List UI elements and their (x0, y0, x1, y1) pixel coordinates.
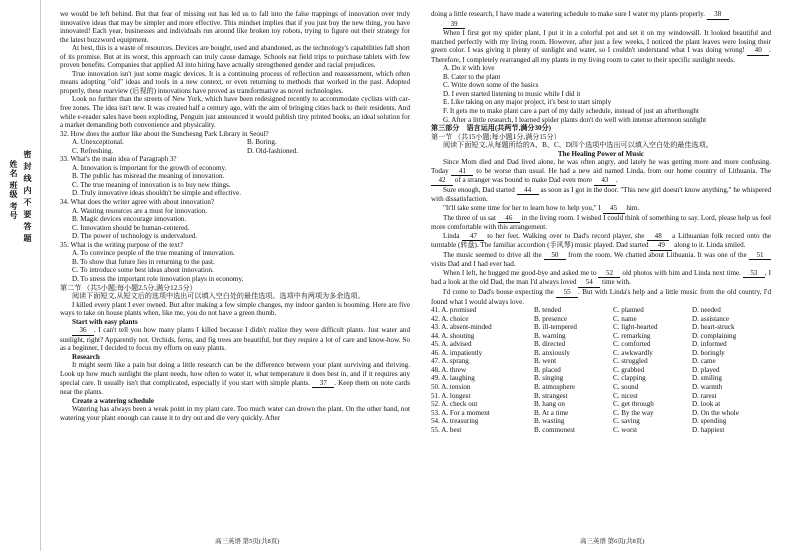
answer-option[interactable]: 47. A. sprang (431, 357, 469, 366)
question-33: 33. What's the main idea of Paragraph 3? (60, 155, 177, 164)
answer-option[interactable]: D. spending (692, 417, 727, 426)
answer-option[interactable]: D. needed (692, 306, 721, 315)
answer-option[interactable]: B. wasting (534, 417, 565, 426)
option[interactable]: A. Unexceptional. (72, 138, 124, 147)
option[interactable]: A. Do it with love (443, 64, 495, 73)
answer-option[interactable]: 53. A. For a moment (431, 408, 490, 417)
answer-option[interactable]: 45. A. advised (431, 340, 472, 349)
answer-row (431, 315, 771, 324)
passage-paragraph: When I left, he hugged me good-bye and asked me to 52 old photos with him and Linda next time. 53 , I had a look at the old Dad, the man I'd always loved 54 time with. (431, 268, 771, 287)
answer-option[interactable]: 54. A. treasuring (431, 417, 479, 426)
passage-paragraph: The music seemed to drive all the 50 from the room. We chatted about Lithuania. It was one of the 51 visits Dad and I had ever had. (431, 251, 771, 269)
option[interactable]: C. Innovation should be human-centered. (72, 223, 190, 232)
answer-option[interactable]: 48. A. threw (431, 365, 467, 374)
answer-option[interactable]: B. presence (534, 314, 568, 323)
answer-row (431, 357, 771, 366)
answer-option[interactable]: 51. A. longest (431, 391, 471, 400)
blank-49[interactable]: 49 (650, 241, 672, 251)
answer-option[interactable]: B. directed (534, 340, 566, 349)
blank-38[interactable]: 38 (707, 10, 729, 20)
answer-option[interactable]: 55. A. best (431, 425, 462, 434)
page-6 (431, 10, 771, 434)
passage-paragraph: Since Mom died and Dad lived alone, he was often angry, and lately he was getting more and more confusing. Today 41 to be worse than usual. He had a new aid named Linda, from our home country of Lithuania. The 42 of a stranger was bound to make Dad even more 43 . (431, 158, 771, 185)
answer-option[interactable]: C. struggled (613, 357, 648, 366)
blank-40[interactable]: 40 (747, 46, 769, 56)
option[interactable]: A. Wasting resources are a must for innovation. (72, 206, 208, 215)
answer-row (431, 340, 771, 349)
answer-option[interactable]: B. ill-tempered (534, 323, 577, 332)
option[interactable]: F. It gets me to make plant care a part of my daily schedule, instead of just an afterthought (443, 107, 699, 116)
answer-option[interactable]: C. By the way (613, 408, 654, 417)
page-footer-right: 高三英语 第6页(共8页) (580, 538, 645, 545)
passage-paragraph: "It'll take some time for her to learn how to help you," I 45 him. (443, 204, 640, 213)
seal-line-notice: 密 封 线 内 不 要 答 题 (23, 150, 32, 243)
answer-option[interactable]: C. name (613, 314, 637, 323)
option[interactable]: B. Boring. (247, 138, 277, 147)
passage-paragraph: When I first got my spider plant, I put it in a colorful pot and set it on my windowsill. It looked beautiful and matched perfectly with my living room. However, after just a few weeks, I noticed the plant leaves were losing their green color. I was giving it plenty of sunlight and water, so I couldn't understand what I was doing wrong! 40 . Therefore, I completely rearranged all my plants in my living room to cater to their specific sunlight needs. (431, 29, 771, 64)
answer-option[interactable]: D. complaining (692, 331, 737, 340)
blank-37[interactable]: 37 (312, 379, 334, 389)
answer-option[interactable]: D. assistance (692, 314, 730, 323)
subheading: Create a watering schedule (72, 396, 155, 405)
passage-paragraph: True innovation isn't just some magic devices. It is a continuing process of reflection and reassessment, which often means adopting "old" ideas and tools in a new context, or even returning to methods that worked in the past. Adopted properly, these rearview (后视的) innovations have proved as transformative as novel technologies. (60, 69, 410, 95)
answer-option[interactable]: C. light-hearted (613, 323, 658, 332)
answer-option[interactable]: C. saving (613, 417, 640, 426)
answer-option[interactable]: C. sound (613, 382, 639, 391)
answer-option[interactable]: C. nicest (613, 391, 638, 400)
answer-option[interactable]: B. At a time (534, 408, 569, 417)
section-directions: 阅读下面短文,从短文后的选项中选出可以填入空白处的最佳选项。选项中有两项为多余选项。 (72, 292, 365, 301)
answer-row (431, 417, 771, 426)
answer-option[interactable]: D. rarest (692, 391, 717, 400)
answer-option[interactable]: B. placed (534, 365, 561, 374)
passage-paragraph: 36 . I can't tell you how many plants I killed because I didn't realize they were difficult plants. Just water and sunlight, right? Apparently not. Orchids, ferns, and fig trees are beautiful, but they require a lot of care and know-how. So as a beginner, I decided to focus my efforts on easy plants. (60, 326, 410, 353)
passage-paragraph: Sure enough, Dad started 44 as soon as I got in the door. "This new girl doesn't know anything," he whispered with dissatisfaction. (431, 185, 772, 204)
option[interactable]: E. Like taking on any major project, it's best to start simply (443, 98, 612, 107)
passage-paragraph: doing a little research, I have made a watering schedule to make sure I water my plants properly. 38 (431, 10, 771, 20)
answer-option[interactable]: D. look at (692, 400, 721, 409)
answer-option[interactable]: 41. A. promised (431, 306, 477, 315)
question-35: 35. What is the writing purpose of the text? (60, 240, 183, 249)
answer-option[interactable]: B. strangest (534, 391, 568, 400)
section-heading: 第一节 （共15小题;每小题1分,满分15分） (431, 132, 561, 141)
blank-36[interactable]: 36 (72, 326, 94, 336)
blank-50[interactable]: 50 (544, 251, 566, 261)
blank-43[interactable]: 43 (594, 176, 616, 186)
answer-option[interactable]: B. commonest (534, 425, 576, 434)
answer-row (431, 349, 771, 358)
passage-paragraph: I killed every plant I ever owned. But after making a few simple changes, my indoor garden is booming. Here are five ways to take on house plants when, like me, you do not have a green thumb. (60, 300, 410, 318)
option[interactable]: C. Refreshing. (72, 146, 114, 155)
answer-option[interactable]: B. tended (534, 306, 562, 315)
options-row (60, 147, 410, 156)
blank-53[interactable]: 53 (743, 269, 765, 279)
answer-row (431, 374, 771, 383)
answer-row (431, 392, 771, 401)
passage-paragraph: Linda 47 to her feet. Walking over to Dad's record player, she 48 a Lithuanian folk record onto the turntable (转盘). The familiar accordion (手风琴) music played. Dad started 49 along to it. Linda smiled. (431, 231, 772, 250)
page-5 (60, 10, 410, 422)
answer-option[interactable]: B. went (534, 357, 557, 366)
answer-option[interactable]: 44. A. shouting (431, 331, 475, 340)
blank-54[interactable]: 54 (578, 278, 600, 288)
option[interactable]: B. Magic devices encourage innovation. (72, 215, 187, 224)
answer-option[interactable]: C. clapping (613, 374, 646, 383)
option[interactable]: D. The power of technology is undervalued. (72, 232, 198, 241)
subheading: Research (72, 352, 100, 361)
answer-row (431, 306, 771, 315)
option[interactable]: C. The true meaning of innovation is to buy new things. (72, 180, 231, 189)
answer-option[interactable]: C. grabbed (613, 365, 645, 374)
answer-option[interactable]: C. planned (613, 306, 644, 315)
blank-42[interactable]: 42 (431, 176, 453, 186)
options-row (60, 138, 410, 147)
answer-option[interactable]: B. anxiously (534, 348, 570, 357)
answer-option[interactable]: 43. A. absent-minded (431, 323, 492, 332)
answer-row (431, 409, 771, 418)
answer-row (431, 426, 771, 435)
passage-paragraph: At best, this is a waste of resources. Devices are bought, used and abandoned, as the technology's capabilities fall short of its promise. But at its worst, this approach can truly cause damage. Schools eat field trips to purchase tablets with few proven benefits. Companies that applied AI into hiring have actually strengthened gender and racial prejudices. (60, 44, 410, 70)
answer-option[interactable]: D. On the whole (692, 408, 739, 417)
passage-title: The Healing Power of Music (557, 149, 645, 158)
answer-option[interactable]: 50. A. tension (431, 382, 471, 391)
blank-52[interactable]: 52 (598, 269, 620, 279)
answer-option[interactable]: 49. A. laughing (431, 374, 475, 383)
blank-51[interactable]: 51 (749, 251, 771, 261)
answer-row (431, 400, 771, 409)
blank-45[interactable]: 45 (603, 204, 625, 214)
option[interactable]: B. Cater to the plant (443, 72, 501, 81)
option[interactable]: D. I even started listening to music while I did it (443, 89, 581, 98)
answer-option[interactable]: 52. A. check out (431, 400, 478, 409)
answer-option[interactable]: B. warning (534, 331, 566, 340)
answer-option[interactable]: D. smiling (692, 374, 722, 383)
answer-option[interactable]: B. singing (534, 374, 564, 383)
option[interactable]: D. Truly innovative ideas shouldn't be simple and effective. (72, 189, 242, 198)
passage-paragraph (431, 20, 771, 30)
page-footer-left: 高三英语 第5页(共8页) (215, 538, 280, 545)
question-32: 32. How does the author like about the Sunchesng Park Library in Seoul? (60, 129, 269, 138)
passage-paragraph: Watering has always been a weak point in my plant care. Too much water can drown the plant. On the other hand, not watering your plant enough can cause it to dry out and die very quickly. After (60, 405, 410, 422)
option[interactable]: D. To stress the important role innovation plays in economy. (72, 274, 244, 283)
answer-option[interactable]: D. boringly (692, 348, 725, 357)
answer-row (431, 332, 771, 341)
answer-option[interactable]: D. happiest (692, 425, 725, 434)
option[interactable]: A. To convince people of the true meaning of innovation. (72, 249, 235, 258)
answer-option[interactable]: D. informed (692, 340, 727, 349)
answer-option[interactable]: 42. A. choice (431, 314, 469, 323)
answer-option[interactable]: D. heart-struck (692, 323, 735, 332)
answer-option[interactable]: D. warmth (692, 382, 723, 391)
binding-margin (0, 0, 41, 551)
student-info-column: 姓名 班级 考号 (9, 160, 18, 220)
answer-option[interactable]: D. came (692, 357, 716, 366)
option[interactable]: B. To show that future lies in returning to the past. (72, 257, 215, 266)
answer-row (431, 323, 771, 332)
passage-paragraph: we would be left behind. But that fear of missing out has led us to fall into the false trappings of innovation over truly innovative ideas that may be simpler and more effective. This mindset implies that if you just buy the new thing, you have innovated! Each year, businesses and individuals run around like broken toy robots, trying to figure out their strategy for the latest buzzword equipment. (60, 10, 410, 44)
option[interactable]: A. Innovation is important for the growth of economy. (72, 163, 227, 172)
part-heading: 第三部分 语言运用(共两节,满分30分) (431, 124, 551, 133)
subheading: Start with easy plants (72, 317, 138, 326)
answer-option[interactable]: 46. A. impatiently (431, 348, 483, 357)
answer-option[interactable]: C. awkwardly (613, 348, 653, 357)
answer-option[interactable]: B. atmosphere (534, 382, 576, 391)
answer-option[interactable]: C. get through (613, 400, 654, 409)
answer-options-table (431, 306, 771, 434)
section-heading: 第二节 （共5小题;每小题2.5分,满分12.5分） (60, 283, 197, 292)
section-directions: 阅读下面短文,从每题所给的A、B、C、D四个选项中选出可以填入空白处的最佳选项。 (443, 141, 713, 150)
option[interactable]: C. Write down some of the basics (443, 81, 539, 90)
passage-paragraph: Look no further than the streets of New York, which have been redesigned recently to accommodate cyclists with car-free zones. The idea isn't new. It was created half a century ago, with the aim of bringing cities back to their residents. And while e-reader sales have been exploding, Penguin just announced it would publish tiny printed books, an ideal solution for a market demanding both convenience and physicality. (60, 95, 410, 130)
blank-44[interactable]: 44 (517, 186, 539, 196)
answer-option[interactable]: D. played (692, 365, 720, 374)
option[interactable]: B. The public has misread the meaning of innovation. (72, 172, 225, 181)
blank-46[interactable]: 46 (498, 214, 520, 224)
answer-row (431, 366, 771, 375)
option[interactable]: C. To introduce some best ideas about innovation. (72, 266, 214, 275)
question-34: 34. What does the writer agree with about innovation? (60, 198, 215, 207)
passage-paragraph: It might seem like a pain but doing a little research can be the difference between your plant surviving and thriving. Look up how much sunlight the plant needs, how often to water it, what temperature it does best in, and if it requires any special care. It usually isn't that complicated, especially if you start with simple plants. 37 . Keep them on note cards near the plants. (60, 361, 410, 397)
answer-option[interactable]: C. comforted (613, 340, 651, 349)
blank-47[interactable]: 47 (462, 232, 484, 242)
answer-option[interactable]: C. worst (613, 425, 638, 434)
answer-option[interactable]: B. hang on (534, 400, 565, 409)
answer-option[interactable]: C. remarking (613, 331, 651, 340)
blank-55[interactable]: 55 (556, 288, 578, 298)
answer-row (431, 383, 771, 392)
blank-39[interactable]: 39 (443, 20, 465, 30)
blank-48[interactable]: 48 (647, 232, 669, 242)
option[interactable]: D. Old-fashioned. (247, 146, 299, 155)
passage-paragraph: I'd come to Dad's house expecting the 55 . But with Linda's help and a little music from the old country, I'd found what I would always love. (431, 287, 771, 306)
blank-41[interactable]: 41 (451, 167, 473, 177)
passage-paragraph: The three of us sat 46 in the living room. I wished I could think of something to say. Lord, please help us feel more comfortable with this arrangement. (431, 213, 771, 232)
option[interactable]: G. After a little research, I learned spider plants don't do well with intense afternoon sunlight (443, 115, 707, 124)
